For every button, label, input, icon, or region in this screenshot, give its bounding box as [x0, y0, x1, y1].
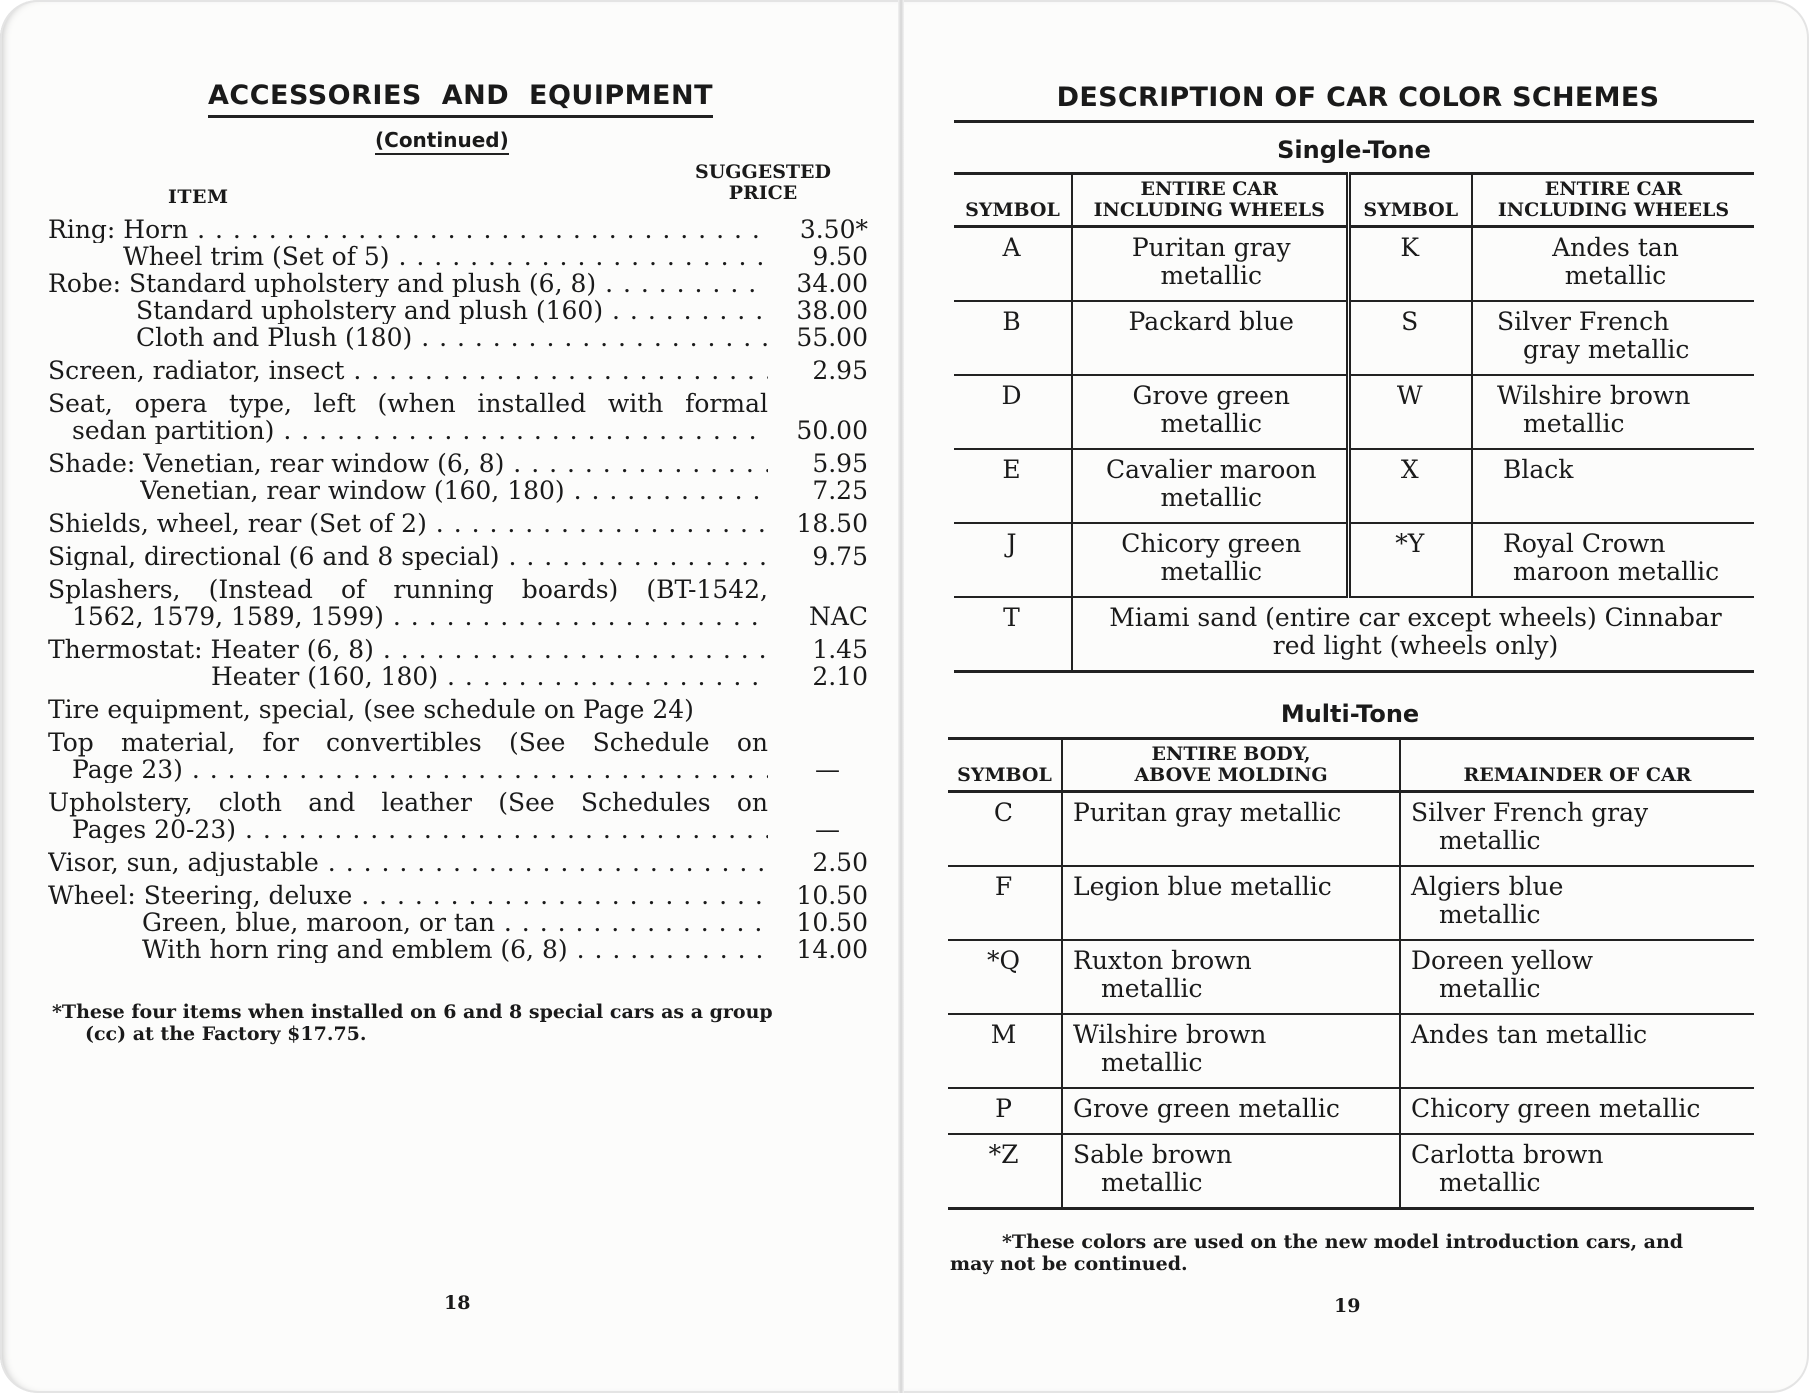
- color-line: metallic: [1439, 1168, 1541, 1197]
- item-price: 3.50*: [799, 215, 868, 244]
- page-title: ACCESSORIES AND EQUIPMENT: [208, 80, 713, 118]
- color-line: Sable brown: [1073, 1140, 1233, 1169]
- list-item: [48, 324, 868, 351]
- item-column-header: ITEM: [168, 186, 229, 208]
- body-color-cell: [1062, 1088, 1400, 1134]
- list-item: [48, 270, 868, 297]
- color-line: Silver French gray: [1411, 798, 1649, 827]
- color-cell: [1072, 449, 1348, 523]
- header-line: ABOVE MOLDING: [1134, 764, 1328, 786]
- color-line: Legion blue metallic: [1073, 872, 1332, 901]
- list-item: [48, 417, 868, 444]
- page-title: DESCRIPTION OF CAR COLOR SCHEMES: [1056, 82, 1660, 113]
- color-line: Cavalier maroon: [1105, 455, 1317, 484]
- table-row: [954, 597, 1754, 672]
- multi-tone-heading: Multi-Tone: [1280, 700, 1420, 728]
- color-line: Chicory green metallic: [1411, 1094, 1701, 1123]
- table-header-row: [948, 739, 1754, 792]
- footnote-line-2: (cc) at the Factory $17.75.: [85, 1023, 367, 1045]
- item-text: 1562, 1579, 1589, 1599) . . .: [72, 603, 768, 630]
- item-price: 34.00: [796, 269, 868, 298]
- color-line: Doreen yellow: [1411, 946, 1594, 975]
- symbol-cell: S: [1348, 301, 1472, 375]
- table-row: [954, 227, 1754, 302]
- table-row: [954, 375, 1754, 449]
- remainder-color-cell: [1400, 1134, 1754, 1209]
- color-line: Royal Crown: [1503, 529, 1666, 558]
- list-item: [48, 576, 868, 603]
- color-line: metallic: [1439, 826, 1541, 855]
- body-color-cell: [1062, 940, 1400, 1014]
- accessory-list: [48, 216, 868, 963]
- color-cell: [1072, 301, 1348, 375]
- table-row: [948, 1088, 1754, 1134]
- symbol-column-header: SYMBOL: [1348, 174, 1472, 227]
- symbol-cell: D: [954, 375, 1072, 449]
- remainder-color-cell: [1400, 1088, 1754, 1134]
- color-line: metallic: [1101, 1168, 1203, 1197]
- item-price: 5.95: [812, 449, 868, 478]
- item-price: —: [815, 815, 840, 844]
- symbol-cell: P: [948, 1088, 1062, 1134]
- list-item: [48, 729, 868, 756]
- symbol-cell: *Q: [948, 940, 1062, 1014]
- color-line: metallic: [1564, 261, 1667, 290]
- color-line: red light (wheels only): [1272, 631, 1559, 660]
- symbol-cell: B: [954, 301, 1072, 375]
- multi-tone-table: [948, 737, 1754, 1210]
- item-price: —: [815, 755, 840, 784]
- list-item: [48, 477, 868, 504]
- symbol-cell: *Y: [1348, 523, 1472, 597]
- page-subtitle: (Continued): [375, 128, 509, 155]
- list-item: [48, 849, 868, 876]
- color-line: metallic: [1523, 409, 1625, 438]
- color-cell: [1472, 301, 1754, 375]
- list-item: [48, 663, 868, 690]
- symbol-cell: F: [948, 866, 1062, 940]
- item-text: Cloth and Plush (180) . . .: [136, 324, 768, 351]
- color-line: Packard blue: [1128, 307, 1294, 336]
- footnote: [52, 1001, 862, 1045]
- item-text: Upholstery, cloth and leather (See Schedules on: [48, 788, 768, 817]
- footnote-line-1: *These four items when installed on 6 and 8 special cars as a group: [52, 1001, 773, 1023]
- color-cell: [1072, 227, 1348, 302]
- item-price: 10.50: [796, 881, 868, 910]
- color-line: metallic: [1160, 557, 1262, 586]
- item-price: 55.00: [796, 323, 868, 352]
- item-text: Signal, directional (6 and 8 special) . . .: [48, 543, 768, 570]
- item-price: 10.50: [796, 908, 868, 937]
- item-text: sedan partition) . . .: [72, 417, 768, 444]
- list-item: [48, 450, 868, 477]
- item-price: 9.75: [812, 542, 868, 571]
- price-column-header: [688, 162, 838, 204]
- item-price: 9.50: [812, 242, 868, 271]
- color-line: Wilshire brown: [1497, 381, 1691, 410]
- color-cell: [1472, 227, 1754, 302]
- item-text: Splashers, (Instead of running boards) (BT-1542,: [48, 575, 768, 604]
- color-cell: [1472, 375, 1754, 449]
- table-row: [948, 1134, 1754, 1209]
- remainder-color-cell: [1400, 1014, 1754, 1088]
- color-line: Grove green: [1132, 381, 1290, 410]
- item-price: 1.45: [812, 635, 868, 664]
- header-line: ENTIRE CAR: [1140, 178, 1278, 200]
- remainder-color-cell: [1400, 866, 1754, 940]
- footnote: [950, 1231, 1760, 1275]
- item-text: With horn ring and emblem (6, 8) . . .: [142, 936, 768, 963]
- symbol-cell: J: [954, 523, 1072, 597]
- color-line: metallic: [1439, 900, 1541, 929]
- header-line: INCLUDING WHEELS: [1497, 199, 1730, 221]
- remainder-column-header: REMAINDER OF CAR: [1400, 739, 1754, 792]
- item-price: 14.00: [796, 935, 868, 964]
- symbol-cell: W: [1348, 375, 1472, 449]
- item-price: 2.10: [812, 662, 868, 691]
- item-price: NAC: [808, 602, 868, 631]
- color-line: gray metallic: [1523, 335, 1690, 364]
- color-line: metallic: [1160, 409, 1262, 438]
- color-line: metallic: [1101, 974, 1203, 1003]
- color-line: Carlotta brown: [1411, 1140, 1604, 1169]
- entire-car-column-header: [1472, 174, 1754, 227]
- color-line: metallic: [1160, 483, 1262, 512]
- list-item: [48, 510, 868, 537]
- item-text: Standard upholstery and plush (160) . . .: [136, 297, 768, 324]
- symbol-cell: E: [954, 449, 1072, 523]
- item-text: Green, blue, maroon, or tan . . .: [142, 909, 768, 936]
- body-color-cell: [1062, 1014, 1400, 1088]
- price-header-line-1: SUGGESTED: [694, 161, 832, 183]
- list-item: [48, 543, 868, 570]
- list-item: [48, 216, 868, 243]
- remainder-color-cell: [1400, 792, 1754, 867]
- color-line: Algiers blue: [1411, 872, 1564, 901]
- list-item: [48, 936, 868, 963]
- body-color-cell: [1062, 1134, 1400, 1209]
- table-row: [954, 449, 1754, 523]
- symbol-cell: K: [1348, 227, 1472, 302]
- list-item: [48, 909, 868, 936]
- list-item: [48, 696, 868, 723]
- symbol-cell: X: [1348, 449, 1472, 523]
- symbol-cell: A: [954, 227, 1072, 302]
- body-color-cell: [1062, 792, 1400, 867]
- body-column-header: [1062, 739, 1400, 792]
- color-cell: [1072, 523, 1348, 597]
- page-gutter: [898, 0, 904, 1393]
- item-text: Venetian, rear window (160, 180) . . .: [140, 477, 768, 504]
- color-line: Silver French: [1497, 307, 1670, 336]
- header-line: ENTIRE BODY,: [1151, 743, 1311, 765]
- list-item: [48, 243, 868, 270]
- item-text: Page 23) . . .: [72, 756, 768, 783]
- symbol-column-header: SYMBOL: [954, 174, 1072, 227]
- page-number: 18: [444, 1292, 471, 1314]
- list-item: [48, 357, 868, 384]
- table-row: [954, 523, 1754, 597]
- table-row: [954, 301, 1754, 375]
- single-tone-table: [954, 172, 1754, 673]
- item-price: 2.50: [812, 848, 868, 877]
- item-text: Pages 20-23) . . .: [72, 816, 768, 843]
- item-price: 7.25: [812, 476, 868, 505]
- item-text: Ring: Horn . . .: [48, 216, 768, 243]
- header-line: ENTIRE CAR: [1544, 178, 1683, 200]
- list-item: [48, 603, 868, 630]
- title-rule: [954, 120, 1754, 123]
- color-cell: [1072, 597, 1754, 672]
- entire-car-column-header: [1072, 174, 1348, 227]
- item-text: Tire equipment, special, (see schedule on Page 24): [48, 695, 694, 724]
- list-item: [48, 297, 868, 324]
- page-19: [940, 0, 1770, 1393]
- color-line: Grove green metallic: [1073, 1094, 1340, 1123]
- item-text: Visor, sun, adjustable . . .: [48, 849, 768, 876]
- table-row: [948, 940, 1754, 1014]
- color-line: metallic: [1439, 974, 1541, 1003]
- item-text: Shields, wheel, rear (Set of 2) . . .: [48, 510, 768, 537]
- color-line: Andes tan: [1552, 233, 1679, 262]
- color-cell: [1472, 523, 1754, 597]
- table-row: [948, 792, 1754, 867]
- page-18: [40, 0, 870, 1393]
- page-number: 19: [1334, 1295, 1361, 1317]
- symbol-column-header: SYMBOL: [948, 739, 1062, 792]
- header-line: INCLUDING WHEELS: [1093, 199, 1325, 221]
- remainder-color-cell: [1400, 940, 1754, 1014]
- price-header-line-2: PRICE: [728, 182, 798, 204]
- list-item: [48, 390, 868, 417]
- item-price: 2.95: [812, 356, 868, 385]
- color-line: Wilshire brown: [1073, 1020, 1267, 1049]
- item-price: 18.50: [796, 509, 868, 538]
- footnote-line-2: may not be continued.: [950, 1253, 1188, 1275]
- color-line: Chicory green: [1121, 529, 1302, 558]
- footnote-line-1: *These colors are used on the new model introduction cars, and: [1002, 1231, 1684, 1253]
- item-text: Wheel trim (Set of 5) . . .: [123, 243, 768, 270]
- table-row: [948, 866, 1754, 940]
- item-text: Top material, for convertibles (See Schedule on: [48, 728, 768, 757]
- color-line: metallic: [1160, 261, 1262, 290]
- list-item: [48, 816, 868, 843]
- color-line: Puritan gray metallic: [1073, 798, 1342, 827]
- symbol-cell: C: [948, 792, 1062, 867]
- symbol-cell: *Z: [948, 1134, 1062, 1209]
- color-line: Miami sand (entire car except wheels) Cinnabar: [1109, 603, 1722, 632]
- color-line: Puritan gray: [1131, 233, 1291, 262]
- item-text: Shade: Venetian, rear window (6, 8) . . .: [48, 450, 768, 477]
- color-line: Ruxton brown: [1073, 946, 1252, 975]
- item-text: Robe: Standard upholstery and plush (6, 8) . . .: [48, 270, 768, 297]
- color-line: Black: [1503, 455, 1574, 484]
- body-color-cell: [1062, 866, 1400, 940]
- item-price: 38.00: [796, 296, 868, 325]
- list-item: [48, 636, 868, 663]
- single-tone-heading: Single-Tone: [1277, 136, 1431, 164]
- list-item: [48, 789, 868, 816]
- item-text: Wheel: Steering, deluxe . . .: [48, 882, 768, 909]
- table-header-row: [954, 174, 1754, 227]
- color-line: Andes tan metallic: [1411, 1020, 1648, 1049]
- color-line: metallic: [1101, 1048, 1203, 1077]
- list-item: [48, 756, 868, 783]
- item-text: Heater (160, 180) . . .: [211, 663, 768, 690]
- symbol-cell: T: [954, 597, 1072, 672]
- item-text: Thermostat: Heater (6, 8) . . .: [48, 636, 768, 663]
- item-text: Screen, radiator, insect . . .: [48, 357, 768, 384]
- color-cell: [1072, 375, 1348, 449]
- color-cell: [1472, 449, 1754, 523]
- symbol-cell: M: [948, 1014, 1062, 1088]
- table-row: [948, 1014, 1754, 1088]
- color-line: maroon metallic: [1513, 557, 1720, 586]
- item-text: Seat, opera type, left (when installed with formal: [48, 389, 768, 418]
- list-item: [48, 882, 868, 909]
- item-price: 50.00: [796, 416, 868, 445]
